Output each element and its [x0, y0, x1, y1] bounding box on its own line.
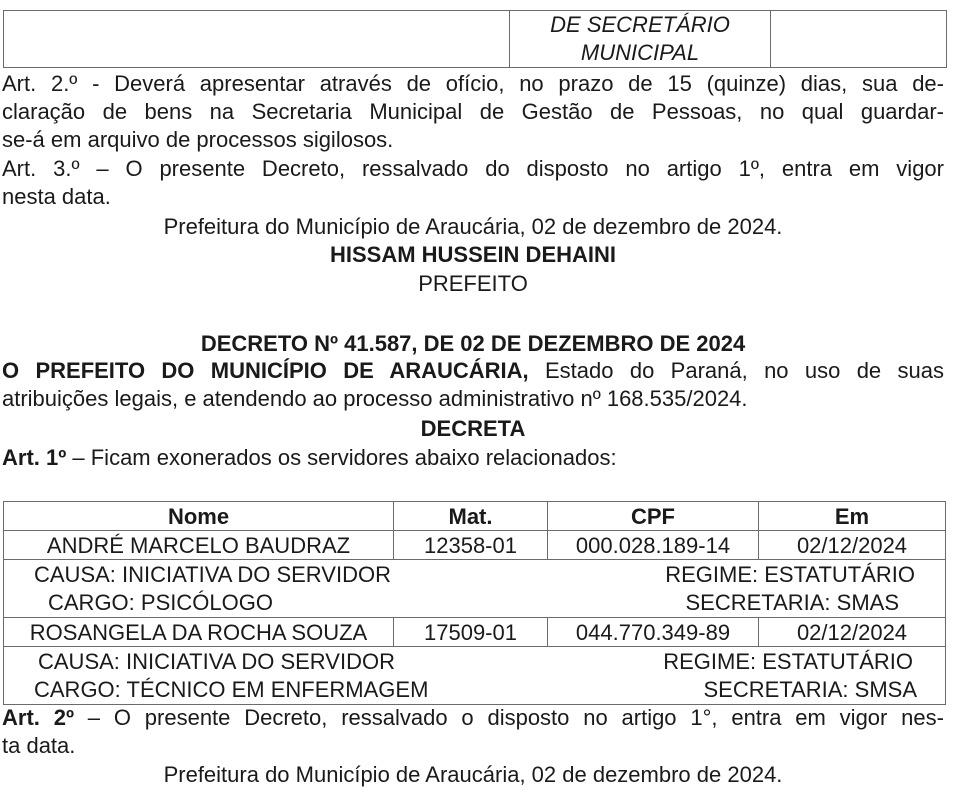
decree2-decreta: DECRETA [420, 416, 526, 441]
decree2-article-1 [2, 444, 944, 472]
server-name: ANDRÉ MARCELO BAUDRAZ [4, 531, 394, 560]
server-cpf: 000.028.189-14 [548, 531, 759, 560]
decree2-preamble [2, 357, 944, 413]
text-line [2, 704, 944, 732]
causa: CAUSA: INICIATIVA DO SERVIDOR [34, 561, 391, 587]
decree2-place-date: Prefeitura do Município de Araucária, 02 de dezembro de 2024. [163, 762, 783, 787]
text-line: ta data. [2, 733, 76, 758]
server-mat: 12358-01 [394, 531, 548, 560]
secretaria: SECRETARIA: SMSA [703, 676, 917, 702]
preamble-line-2: atribuições legais, e atendendo ao processo administrativo nº 168.535/2024. [2, 386, 748, 411]
decree1-signer-title: PREFEITO [418, 271, 528, 296]
server-mat: 17509-01 [394, 618, 548, 647]
server-details [4, 647, 946, 705]
preamble-rest: Estado do Paraná, no uso de suas [528, 358, 944, 383]
preamble-bold: O PREFEITO DO MUNICÍPIO DE ARAUCÁRIA, [2, 358, 529, 383]
table-row-details [4, 647, 946, 705]
decree2-title: DECRETO Nº 41.587, DE 02 DE DEZEMBRO DE 2024 [200, 331, 746, 356]
table-cell-empty [771, 11, 947, 68]
details-line [4, 648, 945, 676]
servers-table [3, 501, 946, 705]
secretaria: SECRETARIA: SMAS [685, 589, 899, 615]
details-line [4, 561, 945, 589]
column-header-cpf: CPF [548, 502, 759, 531]
text-line: Art. 3.º – O presente Decreto, ressalvado do disposto no artigo 1º, entra em vigor [2, 156, 944, 181]
causa: CAUSA: INICIATIVA DO SERVIDOR [38, 648, 395, 674]
column-header-mat: Mat. [394, 502, 548, 531]
decree2-article-2 [2, 704, 944, 760]
preamble-line-1 [2, 357, 944, 385]
position-text: DE SECRETÁRIO MUNICIPAL [550, 12, 730, 65]
table-cell-empty [4, 11, 510, 68]
table-cell-position [510, 11, 771, 68]
text-line: claração de bens na Secretaria Municipal de Gestão de Pessoas, no qual guardar- [2, 99, 944, 124]
article-text: – Ficam exonerados os servidores abaixo relacionados: [66, 445, 617, 470]
regime: REGIME: ESTATUTÁRIO [665, 561, 915, 587]
server-name: ROSANGELA DA ROCHA SOUZA [4, 618, 394, 647]
column-header-date: Em [759, 502, 946, 531]
decree1-place-date: Prefeitura do Município de Araucária, 02 de dezembro de 2024. [163, 214, 783, 239]
regime: REGIME: ESTATUTÁRIO [663, 648, 913, 674]
cargo: CARGO: PSICÓLOGO [48, 589, 273, 615]
server-date: 02/12/2024 [759, 531, 946, 560]
details-line [4, 589, 945, 617]
decree1-signer-name: HISSAM HUSSEIN DEHAINI [329, 242, 617, 267]
table-row [4, 531, 946, 560]
cargo: CARGO: TÉCNICO EM ENFERMAGEM [34, 676, 429, 702]
previous-table-fragment [3, 10, 947, 68]
text-line: Art. 2.º - Deverá apresentar através de ofício, no prazo de 15 (quinze) dias, sua de- [2, 71, 944, 96]
text-line [2, 444, 944, 472]
text-line: nesta data. [2, 184, 111, 209]
article-text: – O presente Decreto, ressalvado o disposto no artigo 1°, entra em vigor nes- [73, 705, 944, 730]
table-row [4, 618, 946, 647]
article-label: Art. 1º [2, 445, 67, 470]
decree1-article-2 [2, 70, 944, 154]
text-line: se-á em arquivo de processos sigilosos. [2, 127, 394, 152]
server-date: 02/12/2024 [759, 618, 946, 647]
table-row [4, 11, 947, 68]
decree1-article-3 [2, 155, 944, 211]
server-cpf: 044.770.349-89 [548, 618, 759, 647]
server-details [4, 560, 946, 618]
table-row-details [4, 560, 946, 618]
details-line [4, 676, 945, 704]
article-label: Art. 2º [2, 705, 74, 730]
column-header-name: Nome [4, 502, 394, 531]
table-header-row [4, 502, 946, 531]
